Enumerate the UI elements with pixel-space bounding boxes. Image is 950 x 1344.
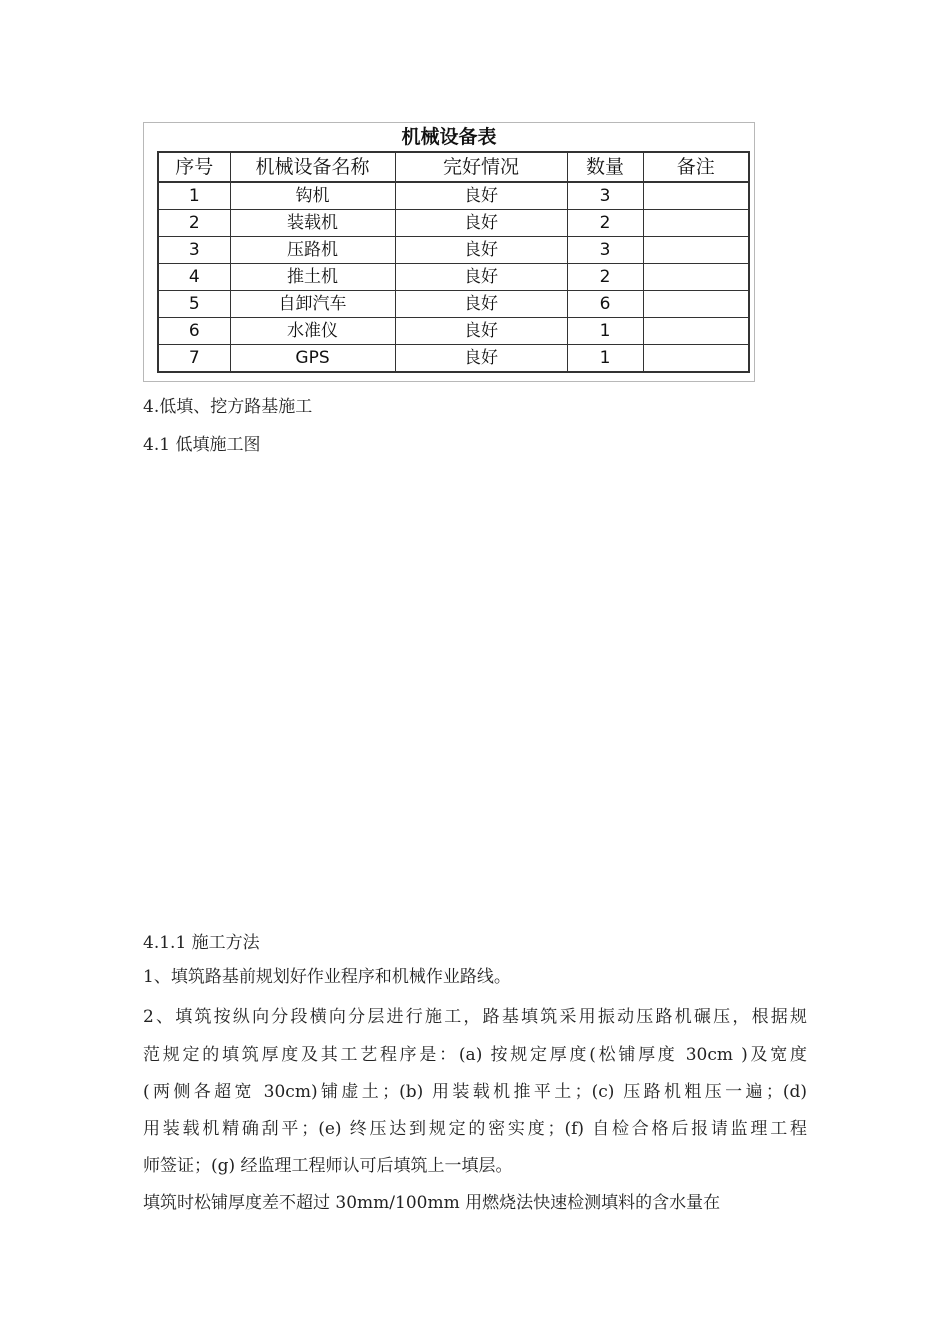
cell-index: 7 bbox=[158, 345, 230, 373]
section-heading-4-1: 4.1 低填施工图 bbox=[143, 435, 261, 455]
table-row bbox=[158, 237, 749, 264]
cell-remarks bbox=[643, 182, 749, 210]
cell-condition: 良好 bbox=[395, 237, 567, 264]
cell-quantity: 2 bbox=[567, 264, 643, 291]
cell-condition: 良好 bbox=[395, 182, 567, 210]
cell-index: 3 bbox=[158, 237, 230, 264]
cell-quantity: 1 bbox=[567, 345, 643, 373]
cell-remarks bbox=[643, 264, 749, 291]
cell-remarks bbox=[643, 291, 749, 318]
cell-quantity: 3 bbox=[567, 182, 643, 210]
cell-quantity: 1 bbox=[567, 318, 643, 345]
cell-equipment-name: 装载机 bbox=[230, 210, 395, 237]
cell-remarks bbox=[643, 210, 749, 237]
cell-quantity: 2 bbox=[567, 210, 643, 237]
cell-equipment-name: GPS bbox=[230, 345, 395, 373]
table-row bbox=[158, 291, 749, 318]
cell-quantity: 6 bbox=[567, 291, 643, 318]
table-row bbox=[158, 318, 749, 345]
paragraph-last: 填筑时松铺厚度差不超过 30mm/100mm 用燃烧法快速检测填料的含水量在 bbox=[143, 1193, 721, 1213]
cell-equipment-name: 压路机 bbox=[230, 237, 395, 264]
method-item-2-line: 范规定的填筑厚度及其工艺程序是：(a) 按规定厚度(松铺厚度 30cm )及宽度 bbox=[143, 1045, 807, 1065]
cell-remarks bbox=[643, 237, 749, 264]
header-equipment-name: 机械设备名称 bbox=[230, 152, 395, 182]
table-row bbox=[158, 182, 749, 210]
cell-index: 4 bbox=[158, 264, 230, 291]
cell-condition: 良好 bbox=[395, 291, 567, 318]
table-title: 机械设备表 bbox=[401, 126, 497, 148]
section-heading-4-1-1: 4.1.1 施工方法 bbox=[143, 933, 260, 953]
table-row bbox=[158, 210, 749, 237]
cell-index: 1 bbox=[158, 182, 230, 210]
table-row bbox=[158, 264, 749, 291]
cell-index: 2 bbox=[158, 210, 230, 237]
cell-remarks bbox=[643, 318, 749, 345]
table-row bbox=[158, 345, 749, 373]
cell-condition: 良好 bbox=[395, 318, 567, 345]
section-heading-4: 4.低填、挖方路基施工 bbox=[143, 397, 313, 417]
low-fill-construction-figure-placeholder bbox=[143, 470, 807, 910]
header-quantity: 数量 bbox=[567, 152, 643, 182]
equipment-table bbox=[157, 151, 750, 373]
method-item-2-line: 2、填筑按纵向分段横向分层进行施工，路基填筑采用振动压路机碾压，根据规 bbox=[143, 1007, 807, 1027]
header-remarks: 备注 bbox=[643, 152, 749, 182]
equipment-table-figure bbox=[143, 122, 755, 382]
cell-index: 6 bbox=[158, 318, 230, 345]
table-header-row bbox=[158, 152, 749, 182]
method-item-2-line: 师签证；(g) 经监理工程师认可后填筑上一填层。 bbox=[143, 1156, 513, 1176]
cell-equipment-name: 推土机 bbox=[230, 264, 395, 291]
header-index: 序号 bbox=[158, 152, 230, 182]
method-item-1: 1、填筑路基前规划好作业程序和机械作业路线。 bbox=[143, 967, 511, 987]
cell-index: 5 bbox=[158, 291, 230, 318]
cell-equipment-name: 水准仪 bbox=[230, 318, 395, 345]
cell-condition: 良好 bbox=[395, 210, 567, 237]
cell-quantity: 3 bbox=[567, 237, 643, 264]
method-item-2-line: 用装载机精确刮平；(e) 终压达到规定的密实度；(f) 自检合格后报请监理工程 bbox=[143, 1119, 807, 1139]
cell-condition: 良好 bbox=[395, 264, 567, 291]
cell-equipment-name: 自卸汽车 bbox=[230, 291, 395, 318]
cell-condition: 良好 bbox=[395, 345, 567, 373]
header-condition: 完好情况 bbox=[395, 152, 567, 182]
cell-remarks bbox=[643, 345, 749, 373]
cell-equipment-name: 钩机 bbox=[230, 182, 395, 210]
method-item-2-line: (两侧各超宽 30cm)铺虚土；(b) 用装载机推平土；(c) 压路机粗压一遍；(d) bbox=[143, 1082, 807, 1102]
